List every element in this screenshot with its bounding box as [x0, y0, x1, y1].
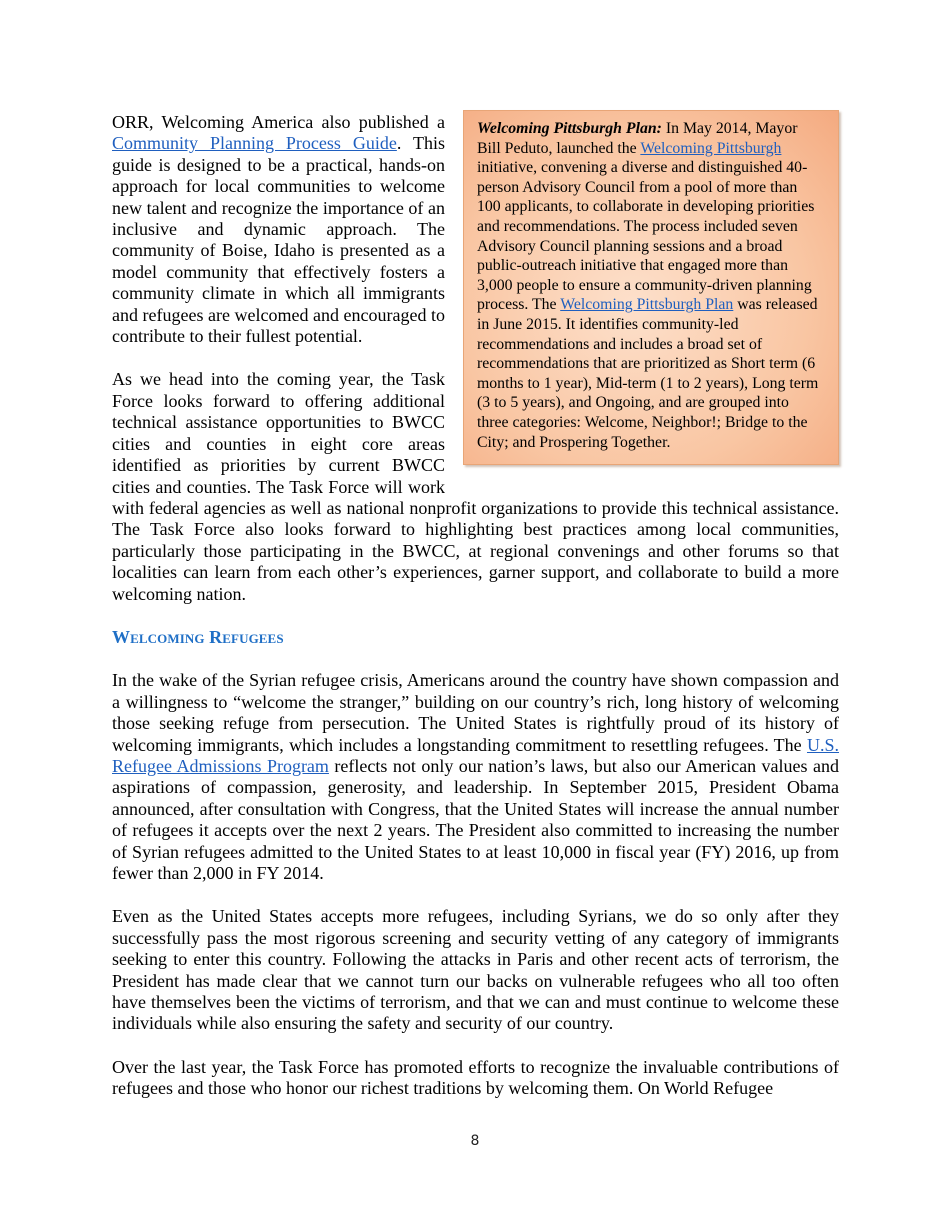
sidebar-text: initiative, convening a diverse and distinguished 40-person Advisory Council from a pool of more than 100 applicants, to collaborate in developing priorities and recommendations. The process included seven Advisory Council planning sessions and a broad public-outreach initiative that engaged more than 3,000 people to ensure a community-driven planning process. The	[477, 159, 815, 314]
paragraph-syrian-crisis	[112, 670, 839, 884]
document-page	[112, 108, 839, 1122]
paragraph-text: . This guide is designed to be a practical, hands-on approach for local communities to welcome new talent and recognize the importance of an inclusive and dynamic approach. The community of Boise, Idaho is presented as a model community that effectively fosters a community climate in which all immigrants and refugees are welcomed and encouraged to contribute to their fullest potential.	[112, 133, 445, 347]
sidebar-text: was released in June 2015. It identifies community-led recommendations and includes a broad set of recommendations that are prioritized as Short term (6 months to 1 year), Mid-term (1 to 2 years), Long term (3 to 5 years), and Ongoing, and are grouped into three categories: Welcome, Neighbor!; Bridge to the City; and Prospering Together.	[477, 296, 819, 451]
sidebar-title: Welcoming Pittsburgh Plan:	[477, 120, 662, 137]
paragraph-screening: Even as the United States accepts more refugees, including Syrians, we do so only after they successfully pass the most rigorous screening and security vetting of any category of immigrants seeking to enter this country. Following the attacks in Paris and other recent acts of terrorism, the President has made clear that we cannot turn our backs on vulnerable refugees who all too often have themselves been the victims of terrorism, and that we can and must continue to welcome these individuals while also ensuring the safety and security of our country.	[112, 906, 839, 1034]
section-heading-welcoming-refugees: Welcoming Refugees	[112, 626, 284, 647]
refugee-admissions-program-link[interactable]: U.S. Refugee Admissions Program	[112, 734, 839, 776]
paragraph-task-force-efforts: Over the last year, the Task Force has promoted efforts to recognize the invaluable contributions of refugees and those who honor our richest traditions by welcoming them. On World Refugee	[112, 1056, 839, 1099]
welcoming-pittsburgh-sidebar	[463, 110, 839, 465]
paragraph-text: ORR, Welcoming America also published a	[112, 112, 445, 132]
paragraph-coming-year: As we head into the coming year, the Task Force looks forward to offering additional technical assistance opportunities to BWCC cities and counties in eight core areas identified as priorities by current BWCC cities and counties. The Task Force will work with federal agencies as well as national nonprofit organizations to provide this technical assistance. The Task Force also looks forward to highlighting best practices among local communities, particularly those participating in the BWCC, at regional convenings and other forums so that localities can learn from each other’s experiences, garner support, and collaborate to build a more welcoming nation.	[112, 369, 839, 604]
paragraph-text: reflects not only our nation’s laws, but also our American values and aspirations of compassion, generosity, and leadership. In September 2015, President Obama announced, after consultation with Congress, that the United States will increase the annual number of refugees it accepts over the next 2 years. The President also committed to increasing the number of Syrian refugees admitted to the United States to at least 10,000 in fiscal year (FY) 2016, up from fewer than 2,000 in FY 2014.	[112, 755, 839, 883]
welcoming-pittsburgh-plan-link[interactable]: Welcoming Pittsburgh Plan	[560, 296, 734, 314]
paragraph-text: In the wake of the Syrian refugee crisis, Americans around the country have shown compassion and a willingness to “welcome the stranger,” building on our country’s rich, long history of welcoming those seeking refuge from persecution. The United States is rightfully proud of its history of welcoming immigrants, which includes a longstanding commitment to resettling refugees. The	[112, 670, 839, 755]
welcoming-pittsburgh-link[interactable]: Welcoming Pittsburgh	[640, 139, 782, 157]
sidebar-text: In May 2014, Mayor Bill Peduto, launched the	[477, 120, 798, 157]
page-number: 8	[470, 1133, 480, 1149]
community-planning-guide-link[interactable]: Community Planning Process Guide	[112, 133, 397, 154]
